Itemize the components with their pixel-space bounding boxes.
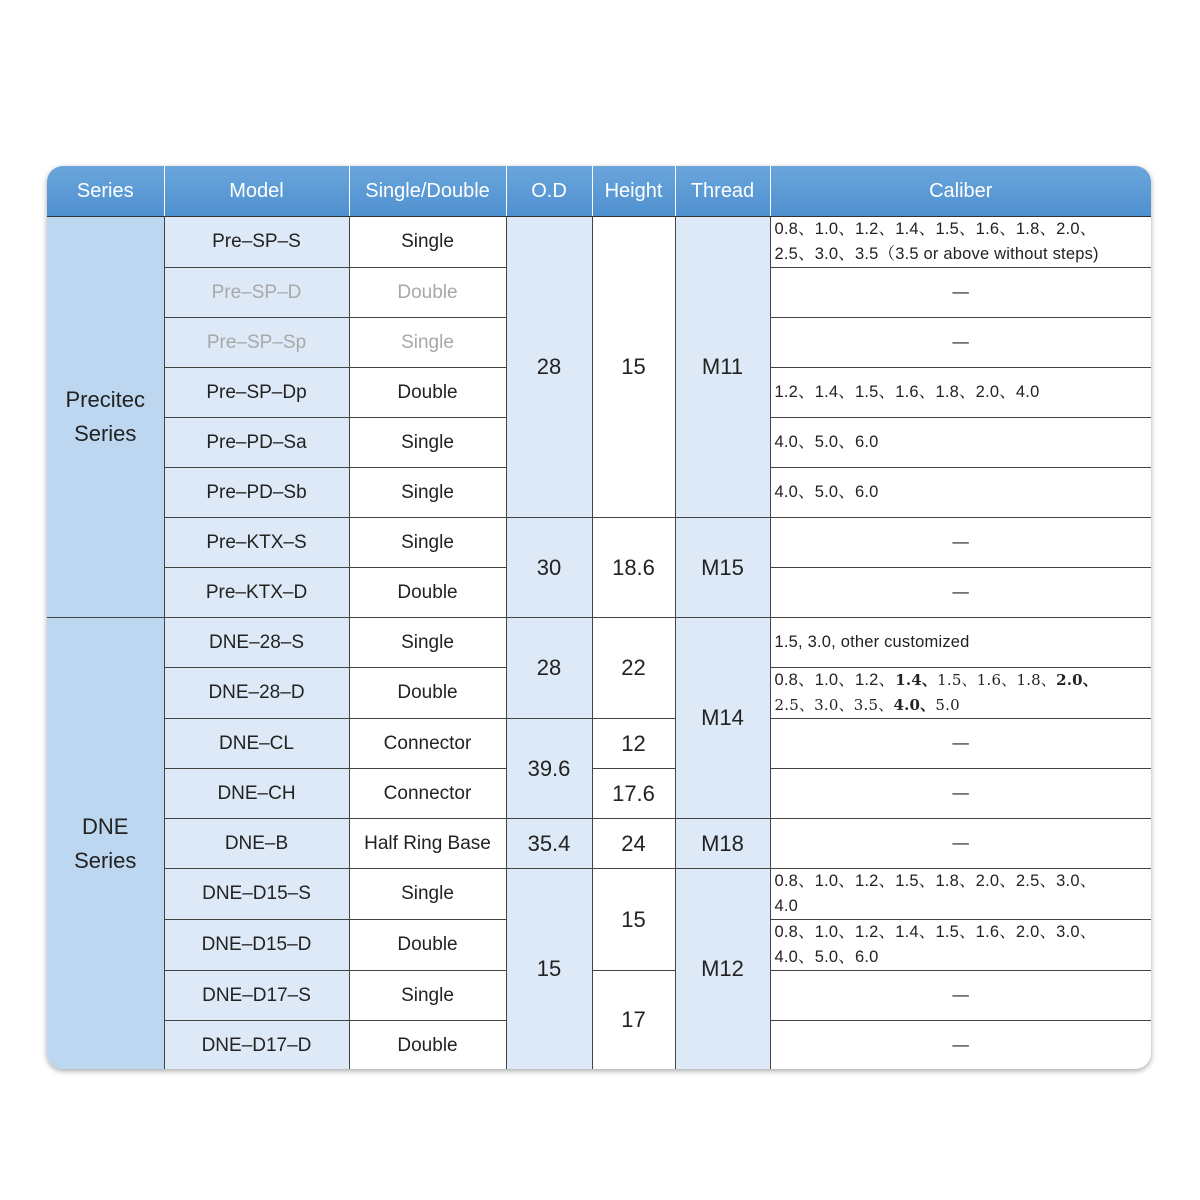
height-cell: 12	[592, 719, 675, 769]
type-cell: Single	[349, 971, 506, 1021]
caliber-cell: —	[770, 568, 1151, 618]
od-cell: 28	[506, 618, 592, 719]
od-cell: 15	[506, 869, 592, 1070]
header-od: O.D	[506, 166, 592, 217]
height-cell: 15	[592, 217, 675, 518]
header-single-double: Single/Double	[349, 166, 506, 217]
series-name: DNE	[82, 813, 129, 839]
height-cell: 24	[592, 819, 675, 869]
header-thread: Thread	[675, 166, 770, 217]
table-row	[47, 518, 1151, 568]
type-cell: Single	[349, 418, 506, 468]
caliber-line	[775, 693, 1148, 718]
type-cell: Single	[349, 518, 506, 568]
caliber-line: 0.8、1.0、1.2、1.5、1.8、2.0、2.5、3.0、	[774, 872, 1097, 890]
type-cell: Single	[349, 318, 506, 368]
series-dne	[47, 618, 164, 1070]
od-cell: 35.4	[506, 819, 592, 869]
caliber-cell: —	[770, 769, 1151, 819]
thread-cell: M11	[675, 217, 770, 518]
model-cell: Pre–SP–Sp	[164, 318, 349, 368]
model-cell: Pre–KTX–S	[164, 518, 349, 568]
model-cell: DNE–D17–D	[164, 1021, 349, 1070]
series-precitec	[47, 217, 164, 618]
table-row	[47, 769, 1151, 819]
caliber-part: 5.0	[935, 696, 960, 714]
model-cell: DNE–D15–D	[164, 920, 349, 971]
header-height: Height	[592, 166, 675, 217]
model-cell: DNE–D15–S	[164, 869, 349, 920]
caliber-part: 1.5、1.6、1.8、	[937, 671, 1057, 689]
caliber-cell: 4.0、5.0、6.0	[770, 468, 1151, 518]
caliber-cell: —	[770, 268, 1151, 318]
header-model: Model	[164, 166, 349, 217]
type-cell: Double	[349, 1021, 506, 1070]
model-cell: Pre–SP–S	[164, 217, 349, 268]
model-cell: Pre–SP–D	[164, 268, 349, 318]
table-row	[47, 819, 1151, 869]
caliber-part: 4.0、	[893, 696, 936, 714]
type-cell: Connector	[349, 719, 506, 769]
spec-table-card	[47, 166, 1151, 1069]
type-cell: Single	[349, 869, 506, 920]
model-cell: DNE–CH	[164, 769, 349, 819]
model-cell: Pre–SP–Dp	[164, 368, 349, 418]
type-cell: Single	[349, 468, 506, 518]
table-row	[47, 719, 1151, 769]
thread-cell: M12	[675, 869, 770, 1070]
caliber-part: 2.5、3.0、3.5、	[774, 696, 894, 714]
od-cell: 39.6	[506, 719, 592, 819]
caliber-cell	[770, 920, 1151, 971]
caliber-cell: —	[770, 1021, 1151, 1070]
caliber-line: 4.0	[774, 897, 799, 915]
type-cell: Single	[349, 217, 506, 268]
header-caliber: Caliber	[770, 166, 1151, 217]
thread-cell: M14	[675, 618, 770, 819]
model-cell: DNE–B	[164, 819, 349, 869]
caliber-part: 2.0、	[1056, 671, 1099, 689]
table-row	[47, 971, 1151, 1021]
series-word: Series	[74, 421, 137, 446]
caliber-cell: —	[770, 318, 1151, 368]
model-cell: Pre–PD–Sa	[164, 418, 349, 468]
spec-table	[47, 166, 1151, 1069]
height-cell: 18.6	[592, 518, 675, 618]
thread-cell: M15	[675, 518, 770, 618]
type-cell: Single	[349, 618, 506, 668]
caliber-cell: —	[770, 719, 1151, 769]
caliber-cell	[770, 217, 1151, 268]
type-cell: Half Ring Base	[349, 819, 506, 869]
series-word: Series	[74, 847, 137, 873]
caliber-part: 0.8、1.0、	[774, 671, 855, 689]
caliber-line: 2.5、3.0、3.5（3.5 or above without steps)	[774, 245, 1099, 263]
od-cell: 28	[506, 217, 592, 518]
model-cell: Pre–PD–Sb	[164, 468, 349, 518]
caliber-cell: 1.5, 3.0, other customized	[770, 618, 1151, 668]
height-cell: 17.6	[592, 769, 675, 819]
od-cell: 30	[506, 518, 592, 618]
type-cell: Connector	[349, 769, 506, 819]
type-cell: Double	[349, 268, 506, 318]
type-cell: Double	[349, 920, 506, 971]
caliber-cell	[770, 869, 1151, 920]
header-series: Series	[47, 166, 164, 217]
caliber-line: 4.0、5.0、6.0	[774, 948, 879, 966]
caliber-cell: 4.0、5.0、6.0	[770, 418, 1151, 468]
series-name: Precitec	[65, 387, 145, 412]
caliber-cell	[770, 668, 1151, 719]
caliber-cell: —	[770, 971, 1151, 1021]
height-cell: 15	[592, 869, 675, 971]
table-row	[47, 618, 1151, 668]
type-cell: Double	[349, 668, 506, 719]
model-cell: DNE–28–S	[164, 618, 349, 668]
height-cell: 17	[592, 971, 675, 1070]
thread-cell: M18	[675, 819, 770, 869]
caliber-cell: 1.2、1.4、1.5、1.6、1.8、2.0、4.0	[770, 368, 1151, 418]
caliber-part: 1.2、	[854, 671, 896, 689]
model-cell: DNE–CL	[164, 719, 349, 769]
model-cell: Pre–KTX–D	[164, 568, 349, 618]
caliber-cell: —	[770, 819, 1151, 869]
type-cell: Double	[349, 568, 506, 618]
table-row	[47, 869, 1151, 920]
caliber-line	[775, 668, 1148, 693]
model-cell: DNE–28–D	[164, 668, 349, 719]
model-cell: DNE–D17–S	[164, 971, 349, 1021]
caliber-part: 1.4、	[895, 671, 938, 689]
type-cell: Double	[349, 368, 506, 418]
caliber-line: 0.8、1.0、1.2、1.4、1.5、1.6、2.0、3.0、	[774, 923, 1097, 941]
caliber-cell: —	[770, 518, 1151, 568]
caliber-line: 0.8、1.0、1.2、1.4、1.5、1.6、1.8、2.0、	[774, 220, 1097, 238]
table-row	[47, 217, 1151, 268]
header-row	[47, 166, 1151, 217]
height-cell: 22	[592, 618, 675, 719]
